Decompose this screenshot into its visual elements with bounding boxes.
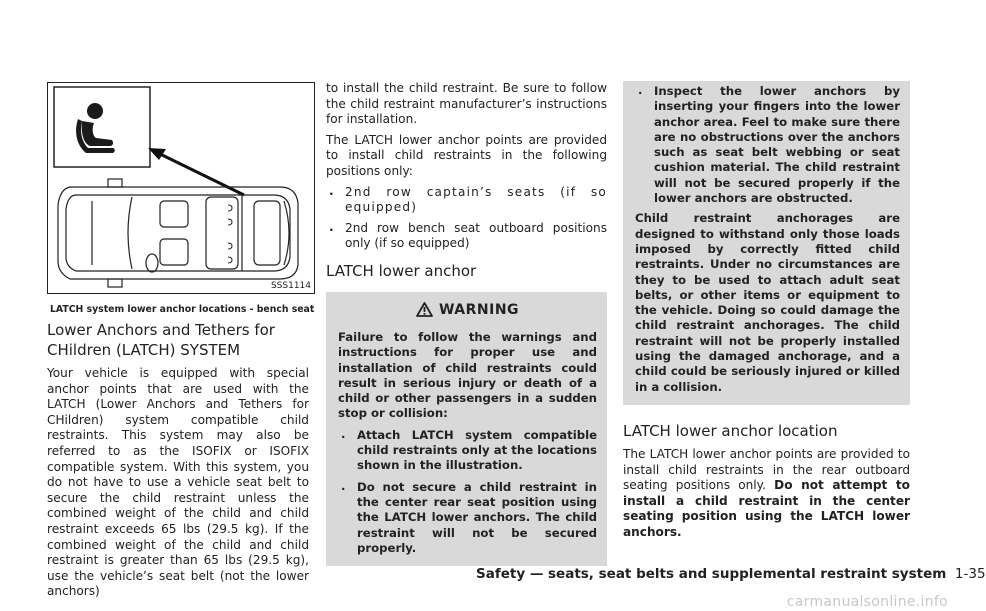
column-3	[623, 81, 910, 541]
figure-code: SSS1114	[270, 281, 311, 291]
warning-triangle-icon	[416, 302, 433, 317]
figure-caption: LATCH system lower anchor locations - bench seat	[50, 304, 315, 315]
warning-box-continued	[623, 81, 910, 405]
anchor-location-paragraph	[623, 447, 910, 541]
section-heading-anchor-location: LATCH lower anchor location	[623, 421, 838, 440]
center-seat-warning: Do not attempt to install a child restraint in the center seating position using the LATCH lower anchors.	[623, 478, 910, 539]
list-item: . 2nd row captain’s seats (if so equipped)	[326, 185, 607, 216]
page-footer	[476, 566, 986, 582]
install-instructions-paragraph: to install the child restraint. Be sure to follow the child restraint manufacturer’s instructions for installation.	[326, 81, 607, 127]
section-heading-lower-anchor: LATCH lower anchor	[326, 261, 477, 280]
warning-list	[635, 84, 900, 206]
column-2	[326, 81, 607, 566]
pointer-arrow	[158, 153, 244, 195]
list-item: . Inspect the lower anchors by inserting your fingers into the lower anchor area. Feel to make sure there are no obstructions over the anchors such as seat belt webbing or seat cushion material. The child restraint will not be secured properly if the lower anchors are obstructed.	[635, 84, 900, 206]
warning-title: WARNING	[438, 301, 520, 318]
anchor-positions-paragraph: The LATCH lower anchor points are provided to install child restraints in the following positions only:	[326, 132, 607, 178]
vehicle-top-view-diagram	[48, 83, 314, 293]
anchor-location-text: The LATCH lower anchor points are provided to install child restraints in the rear outboard seating positions only.	[623, 446, 910, 493]
list-item: . Do not secure a child restraint in the center rear seat position using the LATCH lower anchors. The child restraint will not be secured properly.	[338, 480, 597, 556]
section-heading-latch-system: Lower Anchors and Tethers for CHildren (LATCH) SYSTEM	[47, 321, 275, 359]
anchorage-warning-paragraph: Child restraint anchorages are designed to withstand only those loads imposed by correctly fitted child restraints. Under no circumstances are they to be used to attach adult seat belts, or other items or equipment to the vehicle. Doing so could damage the child restraint anchorages. The child restraint will not be properly installed using the damaged anchorage, and a child could be seriously injured or killed in a collision.	[635, 211, 900, 394]
warning-heading	[338, 302, 597, 318]
page-number: 1-35	[954, 566, 986, 582]
positions-list	[326, 185, 607, 252]
footer-section-title: Safety — seats, seat belts and supplemental restraint system	[476, 566, 947, 582]
latch-illustration	[47, 82, 315, 294]
lower-anchor-marks	[228, 205, 232, 263]
warning-box	[326, 292, 607, 566]
list-item: . Attach LATCH system compatible child restraints only at the locations shown in the illustration.	[338, 428, 597, 474]
warning-list	[338, 428, 597, 556]
column-1	[47, 320, 309, 600]
warning-intro: Failure to follow the warnings and instructions for proper use and installation of child restraints could result in serious injury or death of a child or other passengers in a sudden stop or collision:	[338, 329, 597, 421]
inset-box	[54, 87, 150, 167]
list-item: . 2nd row bench seat outboard positions only (if so equipped)	[326, 221, 607, 252]
latch-intro-paragraph: Your vehicle is equipped with special anchor points that are used with the LATCH (Lower Anchors and Tethers for CHildren) system compatible child restraints. This system may also be referred to as the ISOFIX or ISOFIX compatible system. With this system, you do not have to use a vehicle seat belt to secure the child restraint unless the combined weight of the child and child restraint exceeds 65 lbs (29.5 kg). If the combined weight of the child and child restraint is greater than 65 lbs (29.5 kg), use the vehicle’s seat belt (not the lower anchors)	[47, 366, 309, 599]
vehicle-outline	[58, 179, 298, 287]
watermark: carmanualsonline.info	[786, 594, 948, 610]
